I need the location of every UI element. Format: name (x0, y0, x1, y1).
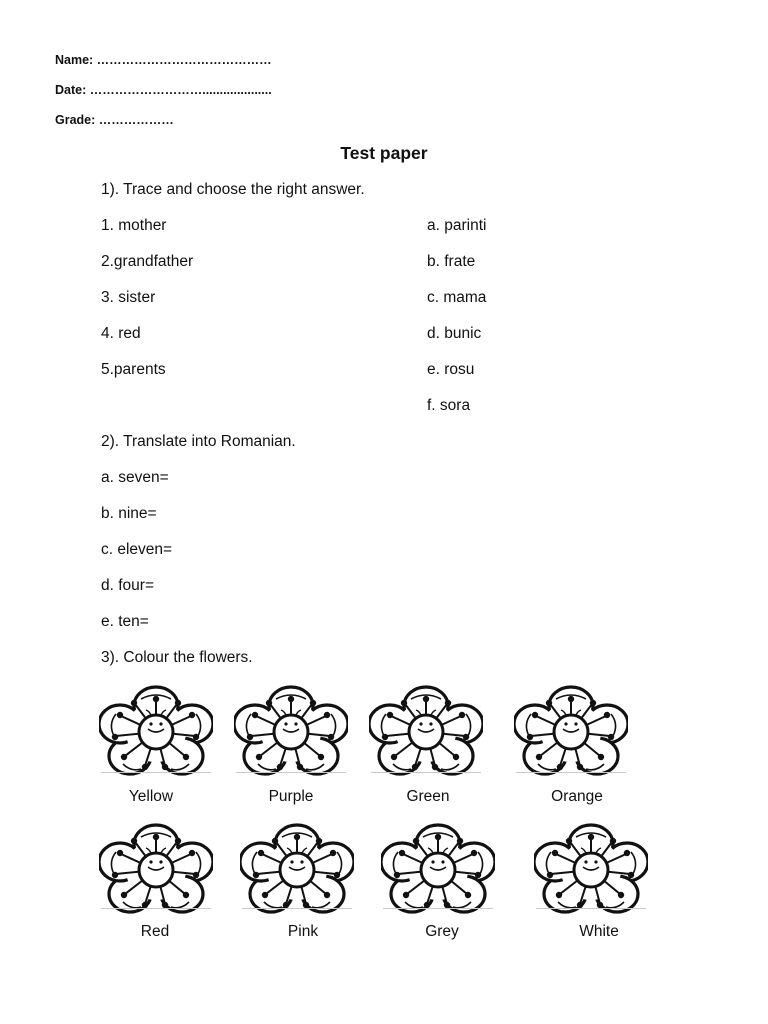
divider (101, 908, 211, 909)
flower-caption: Green (406, 788, 450, 805)
divider (371, 772, 481, 773)
flower-outline-icon (381, 822, 495, 914)
grade-field-label: Grade: ……………… (55, 113, 174, 127)
flower-caption: Red (140, 923, 170, 940)
flower-outline-icon (234, 684, 348, 776)
match-right-item: b. frate (427, 253, 476, 270)
divider (242, 908, 352, 909)
page-title: Test paper (340, 143, 428, 163)
flower-caption: Yellow (128, 788, 174, 805)
translate-item: b. nine= (101, 505, 157, 522)
translate-item: e. ten= (101, 613, 149, 630)
match-left-item: 2.grandfather (101, 253, 194, 270)
match-right-item: c. mama (427, 289, 487, 306)
flower-outline-icon (99, 684, 213, 776)
flower-caption: Pink (287, 923, 319, 940)
translate-item: a. seven= (101, 469, 169, 486)
match-right-item: a. parinti (427, 217, 487, 234)
exercise2-heading: 2). Translate into Romanian. (101, 433, 296, 450)
flower-outline-icon (240, 822, 354, 914)
divider (516, 772, 626, 773)
exercise1-heading: 1). Trace and choose the right answer. (101, 181, 365, 198)
flower-outline-icon (99, 822, 213, 914)
divider (536, 908, 646, 909)
divider (101, 772, 211, 773)
divider (383, 908, 493, 909)
match-right-item: d. bunic (427, 325, 482, 342)
flower-outline-icon (514, 684, 628, 776)
divider (236, 772, 346, 773)
match-left-item: 3. sister (101, 289, 156, 306)
name-field-label: Name: …………………………………… (55, 53, 272, 67)
flower-outline-icon (369, 684, 483, 776)
match-right-item: e. rosu (427, 361, 475, 378)
match-left-item: 5.parents (101, 361, 166, 378)
match-left-item: 1. mother (101, 217, 167, 234)
exercise3-heading: 3). Colour the flowers. (101, 649, 253, 666)
flower-caption: Purple (268, 788, 314, 805)
flower-caption: Orange (551, 788, 603, 805)
flower-caption: White (579, 923, 619, 940)
translate-item: d. four= (101, 577, 154, 594)
match-right-item: f. sora (427, 397, 471, 414)
flower-caption: Grey (425, 923, 459, 940)
flower-outline-icon (534, 822, 648, 914)
translate-item: c. eleven= (101, 541, 173, 558)
date-field-label: Date: ……………………….................... (55, 83, 272, 97)
match-left-item: 4. red (101, 325, 141, 342)
